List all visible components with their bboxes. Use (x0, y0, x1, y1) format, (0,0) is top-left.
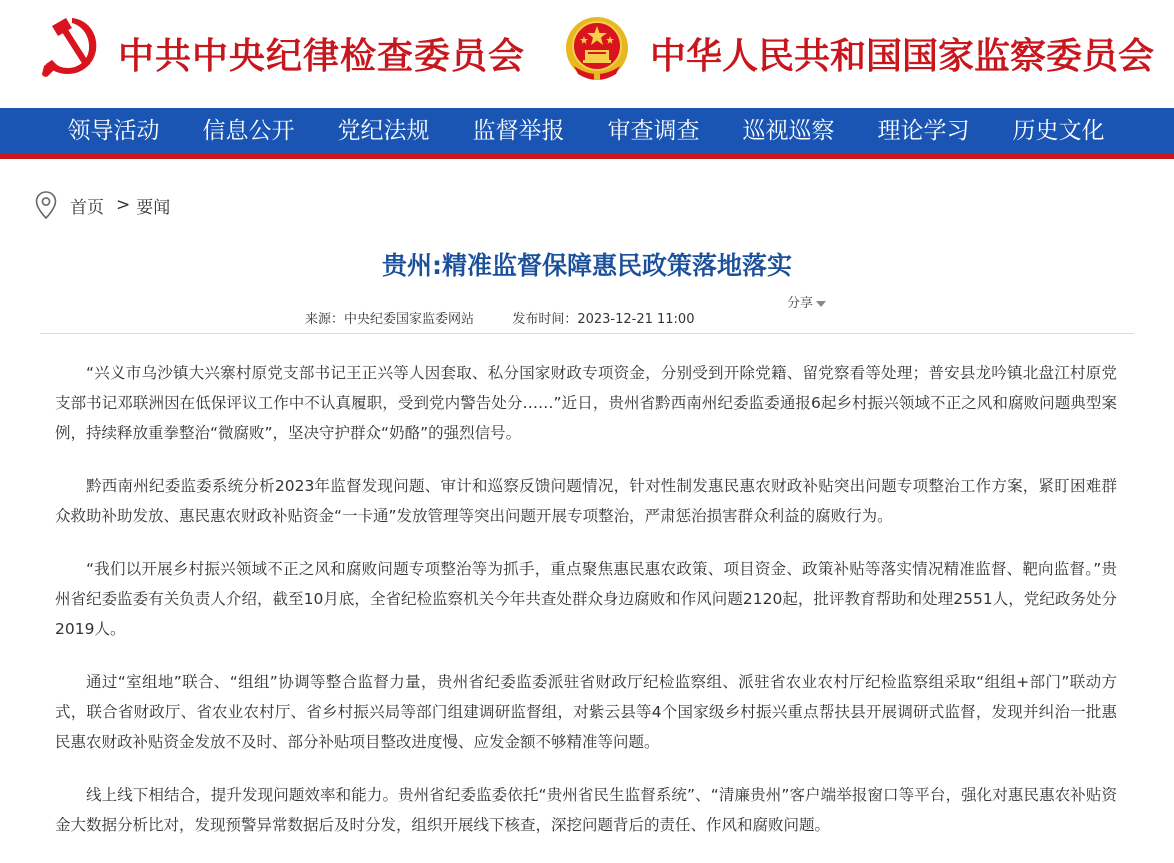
paragraph: “我们以开展乡村振兴领域不正之风和腐败问题专项整治等为抓手，重点聚焦惠民惠农政策、项目资金、政策补贴等落实情况精准监督、靶向监督。”贵州省纪委监委有关负责人介绍，截至10月底，全省纪检监察机关今年共查处群众身边腐败和作风问题2120起，批评教育帮助和处理2551人，党纪政务处分2019人。 (55, 560, 1117, 638)
paragraph: 通过“室组地”联合、“组组”协调等整合监督力量，贵州省纪委监委派驻省财政厅纪检监察组、派驻省农业农村厅纪检监察组采取“组组+部门”联动方式，联合省财政厅、省农业农村厅、省乡村振兴局等部门组建调研监督组，对紫云县等4个国家级乡村振兴重点帮扶县开展调研式监督，发现并纠治一批惠民惠农财政补贴资金发放不及时、部分补贴项目整改进度慢、应发金额不够精准等问题。 (55, 673, 1117, 751)
ccdi-title: 中共中央纪律检查委员会 (118, 35, 526, 77)
location-pin-icon (34, 190, 58, 220)
nav-item-leadership[interactable]: 领导活动 (67, 118, 160, 144)
nav-item-regulations[interactable]: 党纪法规 (337, 118, 430, 144)
party-emblem-icon (38, 14, 100, 80)
divider (40, 333, 1134, 334)
source-value: 中央纪委国家监委网站 (344, 312, 475, 327)
paragraph: 黔西南州纪委监委系统分析2023年监督发现问题、审计和巡察反馈问题情况，针对性制发惠民惠农财政补贴突出问题专项整治工作方案，紧盯困难群众救助补助发放、惠民惠农财政补贴资金“一卡通”发放管理等突出问题开展专项整治，严肃惩治损害群众利益的腐败行为。 (55, 477, 1117, 525)
main-nav (0, 108, 1174, 159)
breadcrumb-current-link[interactable]: 要闻 (136, 197, 171, 218)
nav-list (46, 108, 1126, 154)
nav-item-info-disclosure[interactable]: 信息公开 (202, 118, 295, 144)
nav-item-investigation[interactable]: 审查调查 (607, 118, 700, 144)
breadcrumb (34, 190, 170, 220)
share-label: 分享 (787, 296, 814, 311)
publish-time-label: 发布时间： (512, 312, 578, 327)
breadcrumb-home-link[interactable]: 首页 (70, 197, 104, 218)
article-meta (305, 308, 694, 327)
article-title: 贵州:精准监督保障惠民政策落地落实 (382, 251, 792, 280)
caret-down-icon (816, 301, 826, 307)
breadcrumb-separator: > (116, 195, 131, 215)
nsc-title: 中华人民共和国国家监察委员会 (650, 35, 1155, 77)
publish-time-value: 2023-12-21 11:00 (577, 312, 695, 327)
national-emblem-icon (564, 14, 630, 84)
nav-item-theory[interactable]: 理论学习 (877, 118, 970, 144)
source-label: 来源： (305, 312, 345, 327)
paragraph: “兴义市乌沙镇大兴寨村原党支部书记王正兴等人因套取、私分国家财政专项资金，分别受到开除党籍、留党察看等处理；普安县龙吟镇北盘江村原党支部书记邓联洲因在低保评议工作中不认真履职，受到党内警告处分……”近日，贵州省黔西南州纪委监委通报6起乡村振兴领域不正之风和腐败问题典型案例，持续释放重拳整治“微腐败”，坚决守护群众“奶酪”的强烈信号。 (55, 364, 1117, 442)
nav-item-report[interactable]: 监督举报 (472, 118, 565, 144)
nav-item-history[interactable]: 历史文化 (1012, 118, 1105, 144)
site-header (0, 0, 1174, 108)
article-body (55, 358, 1117, 863)
paragraph: 线上线下相结合，提升发现问题效率和能力。贵州省纪委监委依托“贵州省民生监督系统”、“清廉贵州”客户端举报窗口等平台，强化对惠民惠农补贴资金大数据分析比对，发现预警异常数据后及时分发，组织开展线下核查，深挖问题背后的责任、作风和腐败问题。 (55, 786, 1117, 834)
nav-item-inspection[interactable]: 巡视巡察 (742, 118, 835, 144)
share-button[interactable] (787, 292, 826, 311)
